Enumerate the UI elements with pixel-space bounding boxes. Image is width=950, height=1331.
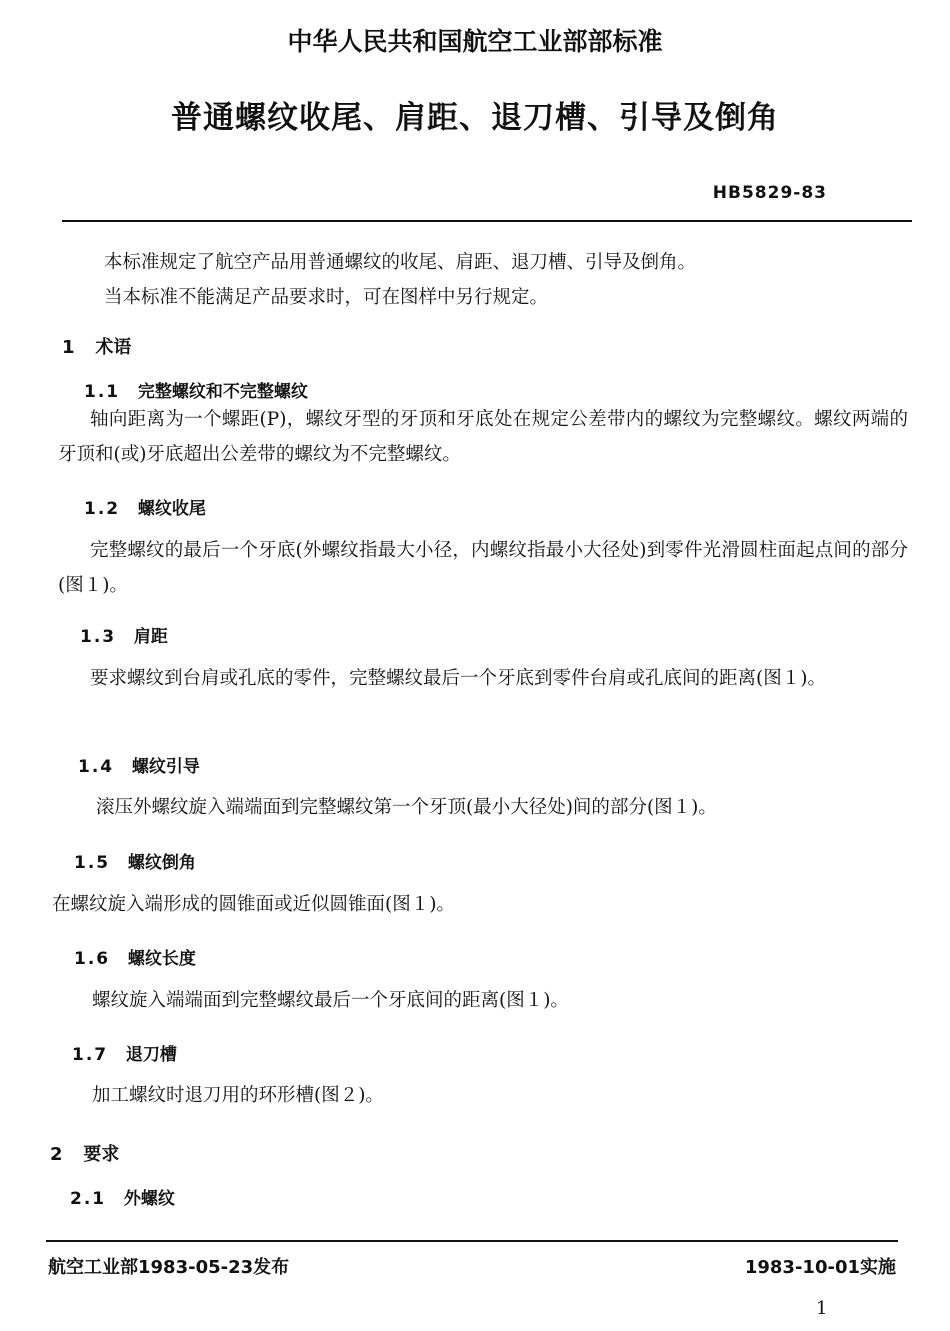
header-rule [62,220,912,222]
section-number: 1.6 [74,949,111,969]
section-number: 1.1 [84,382,121,402]
section-1-1-body: 轴向距离为一个螺距(P)，螺纹牙型的牙顶和牙底处在规定公差带内的螺纹为完整螺纹。螺纹两端的牙顶和(或)牙底超出公差带的螺纹为不完整螺纹。 [58,409,908,465]
page-number: 1 [816,1298,828,1319]
section-number: 1.7 [72,1045,109,1065]
section-number: 1.2 [84,499,121,519]
section-title: 螺纹长度 [127,949,196,969]
section-title: 外螺纹 [123,1189,175,1209]
effective-date: 1983-10-01实施 [744,1257,896,1278]
section-number: 1.4 [78,757,115,777]
section-1-3-body: 要求螺纹到台肩或孔底的零件，完整螺纹最后一个牙底到零件台肩或孔底间的距离(图１)。 [90,668,826,689]
section-number: 2 [50,1144,65,1165]
section-title: 退刀槽 [125,1045,177,1065]
section-title: 螺纹引导 [131,757,200,777]
section-1-4-body: 滚压外螺纹旋入端端面到完整螺纹第一个牙顶(最小大径处)间的部分(图１)。 [96,797,717,818]
section-title: 完整螺纹和不完整螺纹 [137,382,308,402]
section-title: 螺纹倒角 [127,853,196,873]
footer-rule [46,1240,898,1242]
section-title: 肩距 [133,627,168,647]
section-1-heading [62,333,131,359]
section-number: 1.3 [80,627,117,647]
section-title: 螺纹收尾 [137,499,206,519]
section-1-3-heading [80,622,168,647]
section-1-6-body: 螺纹旋入端端面到完整螺纹最后一个牙底间的距离(图１)。 [92,990,569,1011]
section-1-6-heading [74,944,196,969]
section-2-heading [50,1140,119,1166]
section-1-4-heading [78,752,200,777]
section-number: 2.1 [70,1189,107,1209]
section-title: 要求 [83,1144,120,1165]
section-number: 1 [62,337,77,358]
issue-date: 航空工业部1983-05-23发布 [48,1257,290,1278]
standard-code: HB5829-83 [712,183,827,203]
intro-paragraph-2: 当本标准不能满足产品要求时，可在图样中另行规定。 [104,287,549,308]
section-1-7-heading [72,1040,177,1065]
intro-paragraph-1: 本标准规定了航空产品用普通螺纹的收尾、肩距、退刀槽、引导及倒角。 [104,252,697,273]
document-title: 普通螺纹收尾、肩距、退刀槽、引导及倒角 [171,100,779,136]
section-1-5-heading [74,848,196,873]
section-2-1-heading [70,1184,175,1209]
section-1-2-heading [84,494,206,519]
issuing-organization: 中华人民共和国航空工业部部标准 [287,27,663,56]
section-title: 术语 [95,337,132,358]
section-1-5-body: 在螺纹旋入端形成的圆锥面或近似圆锥面(图１)。 [52,894,455,915]
section-1-2-body: 完整螺纹的最后一个牙底(外螺纹指最大小径，内螺纹指最小大径处)到零件光滑圆柱面起点间的部分(图１)。 [58,540,908,596]
section-1-7-body: 加工螺纹时退刀用的环形槽(图２)。 [92,1085,384,1106]
section-1-1-heading [84,377,308,402]
section-number: 1.5 [74,853,111,873]
